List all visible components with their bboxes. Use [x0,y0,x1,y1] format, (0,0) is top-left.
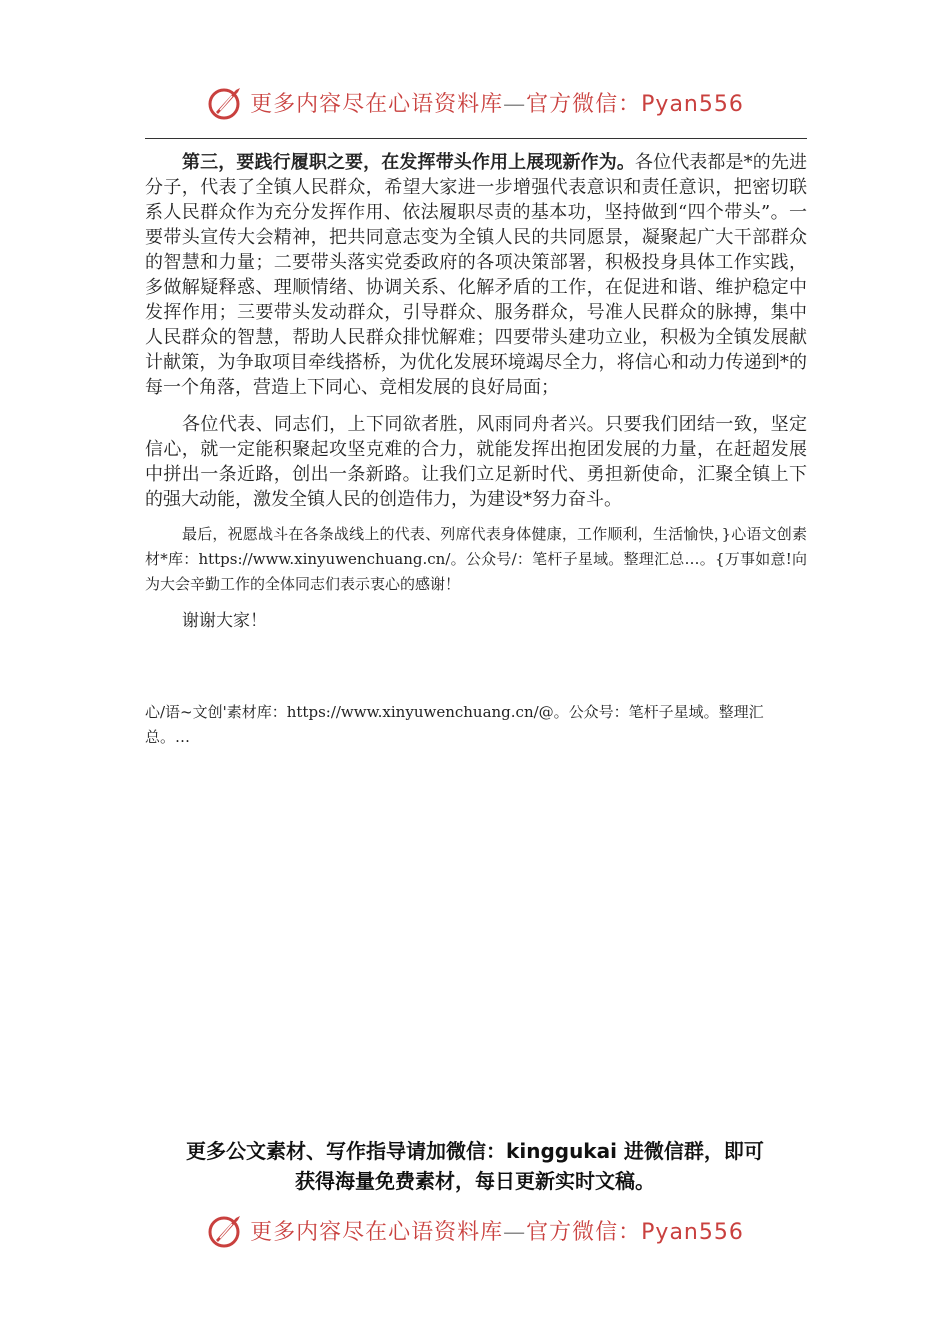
paragraph-lead: 第三，要践行履职之要，在发挥带头作用上展现新作为。 [182,152,635,173]
paragraph-thanks: 谢谢大家！ [182,611,267,631]
promo-line-2: 获得海量免费素材，每日更新实时文稿。 [295,1169,655,1193]
document-body [145,150,807,634]
banner-text: 更多内容尽在心语资料库—官方微信：Pyan556 [250,1219,744,1245]
quill-logo-icon [206,82,246,122]
header-banner [0,82,950,122]
paragraph-third-point: 第三，要践行履职之要，在发挥带头作用上展现新作为。各位代表都是*的先进分子，代表了全镇人民群众，希望大家进一步增强代表意识和责任意识，把密切联系人民群众作为充分发挥作用、依法履职尽责的基本功，坚持做到“四个带头”。一要带头宣传大会精神，把共同意志变为全镇人民的共同愿景，凝聚起广大干部群众的智慧和力量；二要带头落实党委政府的各项决策部署，积极投身具体工作实践，多做解疑释惑、理顺情绪、协调关系、化解矛盾的工作，在促进和谐、维护稳定中发挥作用；三要带头发动群众，引导群众、服务群众，号准人民群众的脉搏，集中人民群众的智慧，帮助人民群众排忧解难；四要带头建功立业，积极为全镇发展献计献策，为争取项目牵线搭桥，为优化发展环境竭尽全力，将信心和动力传递到*的每一个角落，营造上下同心、竞相发展的良好局面； [145,152,808,398]
paragraph-closing: 各位代表、同志们，上下同欲者胜，风雨同舟者兴。只要我们团结一致，坚定信心，就一定能积聚起攻坚克难的合力，就能发挥出抱团发展的力量，在赶超发展中拼出一条近路，创出一条新路。让我们立足新时代、勇担新使命，汇聚全镇上下的强大动能，激发全镇人民的创造伟力，为建设*努力奋斗。 [145,414,807,510]
header-divider [145,138,807,139]
banner-text: 更多内容尽在心语资料库—官方微信：Pyan556 [250,91,744,117]
footer-banner [0,1210,950,1250]
footer-promo [0,1136,950,1196]
source-note: 心/语~文创'素材库：https://www.xinyuwenchuang.cn/@。公众号：笔杆子星域。整理汇总。… [145,703,764,746]
promo-line-1: 更多公文素材、写作指导请加微信：kinggukai 进微信群，即可 [186,1139,764,1163]
paragraph-wishes: 最后，祝愿战斗在各条战线上的代表、列席代表身体健康，工作顺利，生活愉快，}心语文创素材*库：https://www.xinyuwenchuang.cn/。公众号/：笔杆子星域。整理汇总…。{万事如意!向为大会辛勤工作的全体同志们表示衷心的感谢！ [145,525,807,593]
quill-logo-icon [206,1210,246,1250]
